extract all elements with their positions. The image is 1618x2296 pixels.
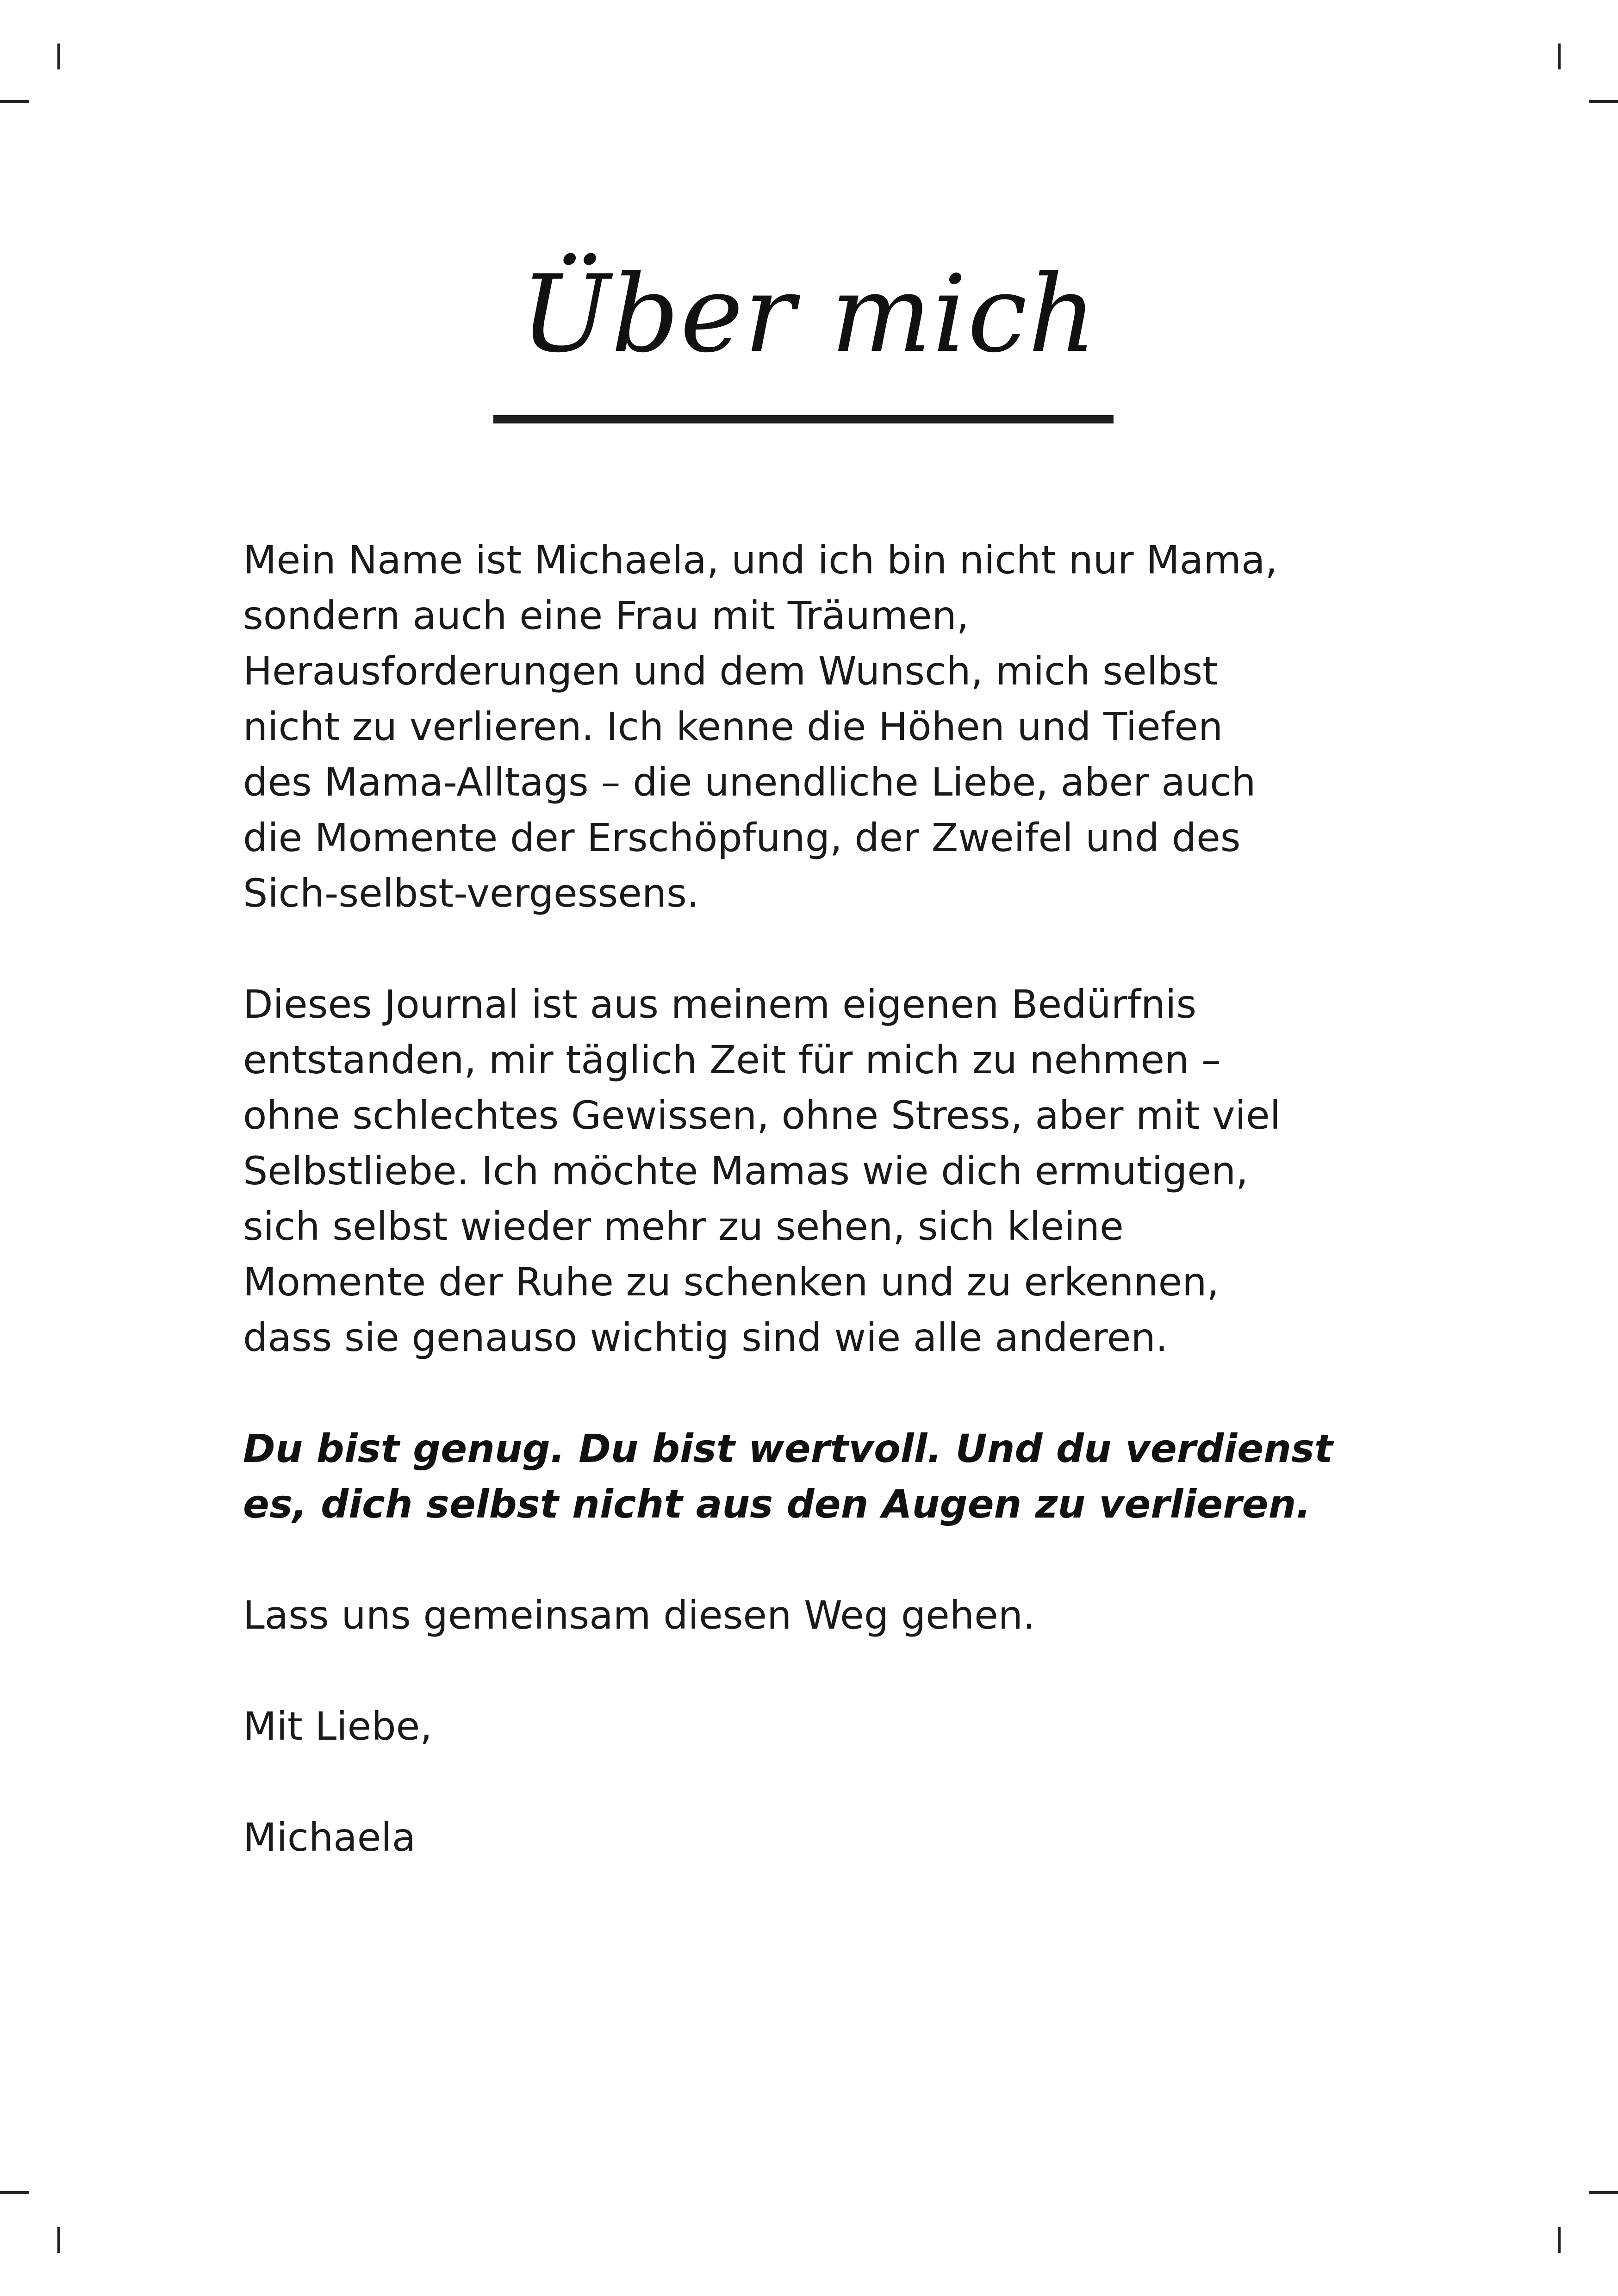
- title-divider: [493, 415, 1114, 423]
- paragraph-journal-purpose: Dieses Journal ist aus meinem eigenen Bedürfnis entstanden, mir täglich Zeit für mich zu nehmen – ohne schlechtes Gewissen, ohne Stress, aber mit viel Selbstliebe. Ich möchte Mamas wie dich ermutigen, sich selbst wieder mehr zu sehen, sich kleine Momente der Ruhe zu schenken und zu erkennen, dass sie genauso wichtig sind wie alle anderen.: [243, 982, 1281, 1360]
- crop-mark-bottom-left-horizontal: [0, 2191, 29, 2194]
- paragraph-introduction: Mein Name ist Michaela, und ich bin nicht nur Mama, sondern auch eine Frau mit Träumen, Herausforderungen und dem Wunsch, mich selbst nicht zu verlieren. Ich kenne die Höhen und Tiefen des Mama-Alltags – die unendliche Liebe, aber auch die Momente der Erschöpfung, der Zweifel und des Sich-selbst-vergessens.: [243, 537, 1278, 916]
- crop-mark-top-left-vertical: [57, 44, 60, 69]
- crop-mark-bottom-right-vertical: [1558, 2227, 1561, 2253]
- paragraph-affirmation: Du bist genug. Du bist wertvoll. Und du verdienst es, dich selbst nicht aus den Augen zu verlieren.: [243, 1426, 1333, 1527]
- page-title: Über mich: [520, 253, 1098, 376]
- crop-mark-top-right-horizontal: [1589, 100, 1618, 103]
- closing-salutation: Mit Liebe,: [243, 1704, 432, 1749]
- signature-name: Michaela: [243, 1815, 416, 1860]
- crop-mark-top-right-vertical: [1558, 44, 1561, 69]
- crop-mark-bottom-right-horizontal: [1589, 2191, 1618, 2194]
- crop-mark-top-left-horizontal: [0, 100, 29, 103]
- body-text: [243, 532, 1382, 1921]
- crop-mark-bottom-left-vertical: [57, 2227, 60, 2253]
- paragraph-invitation: Lass uns gemeinsam diesen Weg gehen.: [243, 1593, 1035, 1638]
